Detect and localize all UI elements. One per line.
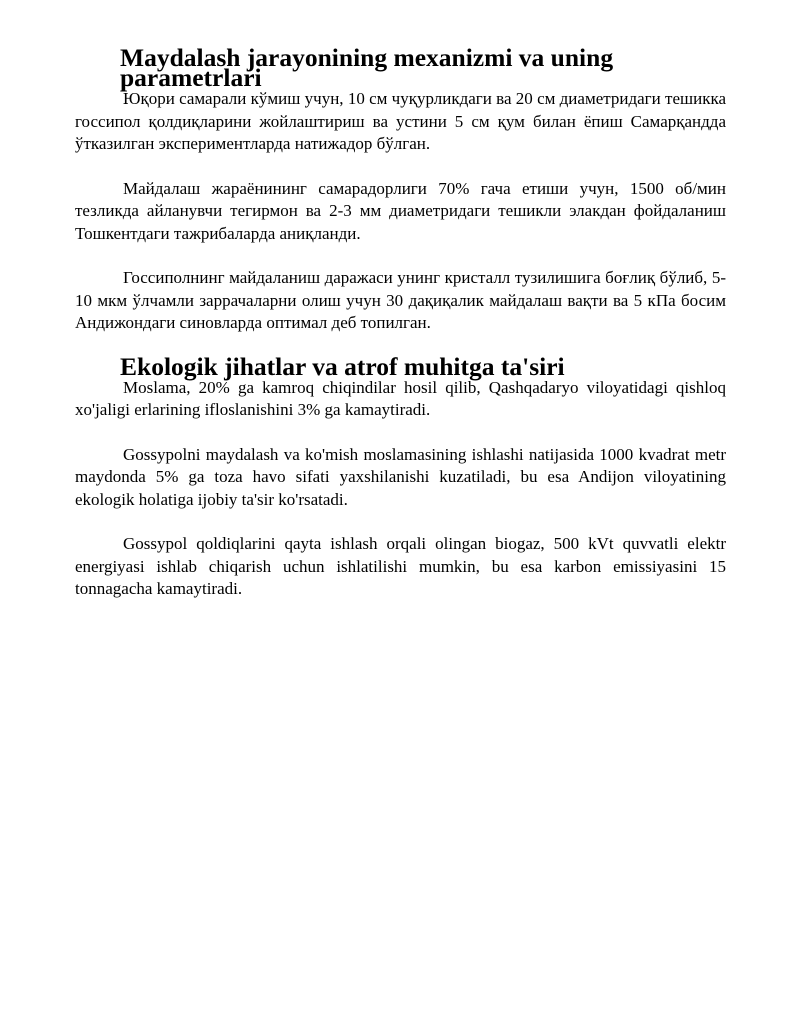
section-title-mechanism: Maydalash jarayonining mexanizmi va uning parametrlari [120, 43, 614, 92]
paragraph-air-quality: Gossypolni maydalash va ko'mish moslamasining ishlashi natijasida 1000 kvadrat metr maydonda 5% ga toza havo sifati yaxshilanishi kuzatiladi, bu esa Andijon viloyatining ekologik holatiga ijobiy ta'sir ko'rsatadi. [75, 444, 726, 509]
section-title-ecology: Ekologik jihatlar va atrof muhitga ta'siri [120, 351, 565, 381]
paragraph-grinding-efficiency: Майдалаш жараёнининг самарадорлиги 70% гача етиши учун, 1500 об/мин тезликда айланувчи тегирмон ва 2-3 мм диаметридаги тешикли элакдан фойдаланиш Тошкентдаги тажрибаларда аниқланди. [75, 178, 726, 243]
paragraph-biogas: Gossypol qoldiqlarini qayta ishlash orqali olingan biogaz, 500 kVt quvvatli elektr energiyasi ishlab chiqarish uchun ishlatilishi mumkin, bu esa karbon emissiyasini 15 tonnagacha kamaytiradi. [75, 534, 726, 598]
paragraph-particle-size: Госсиполнинг майдаланиш даражаси унинг кристалл тузилишига боғлиқ бўлиб, 5-10 мкм ўлчамли заррачаларни олиш учун 30 дақиқалик майдалаш вақти ва 5 кПа босим Андижондаги синовларда оптимал деб топилган. [75, 268, 726, 332]
paragraph-burial: Юқори самарали кўмиш учун, 10 см чуқурликдаги ва 20 см диаметридаги тешикка госсипол қолдиқларини жойлаштириш ва устини 5 см қум билан ёпиш Самарқандда ўтказилган экспериментларда натижадор бўлган. [75, 89, 726, 153]
paragraph-waste-reduction: Moslama, 20% ga kamroq chiqindilar hosil qilib, Qashqadaryo viloyatidagi qishloq xo'jaligi erlarining ifloslanishini 3% ga kamaytiradi. [75, 377, 726, 419]
